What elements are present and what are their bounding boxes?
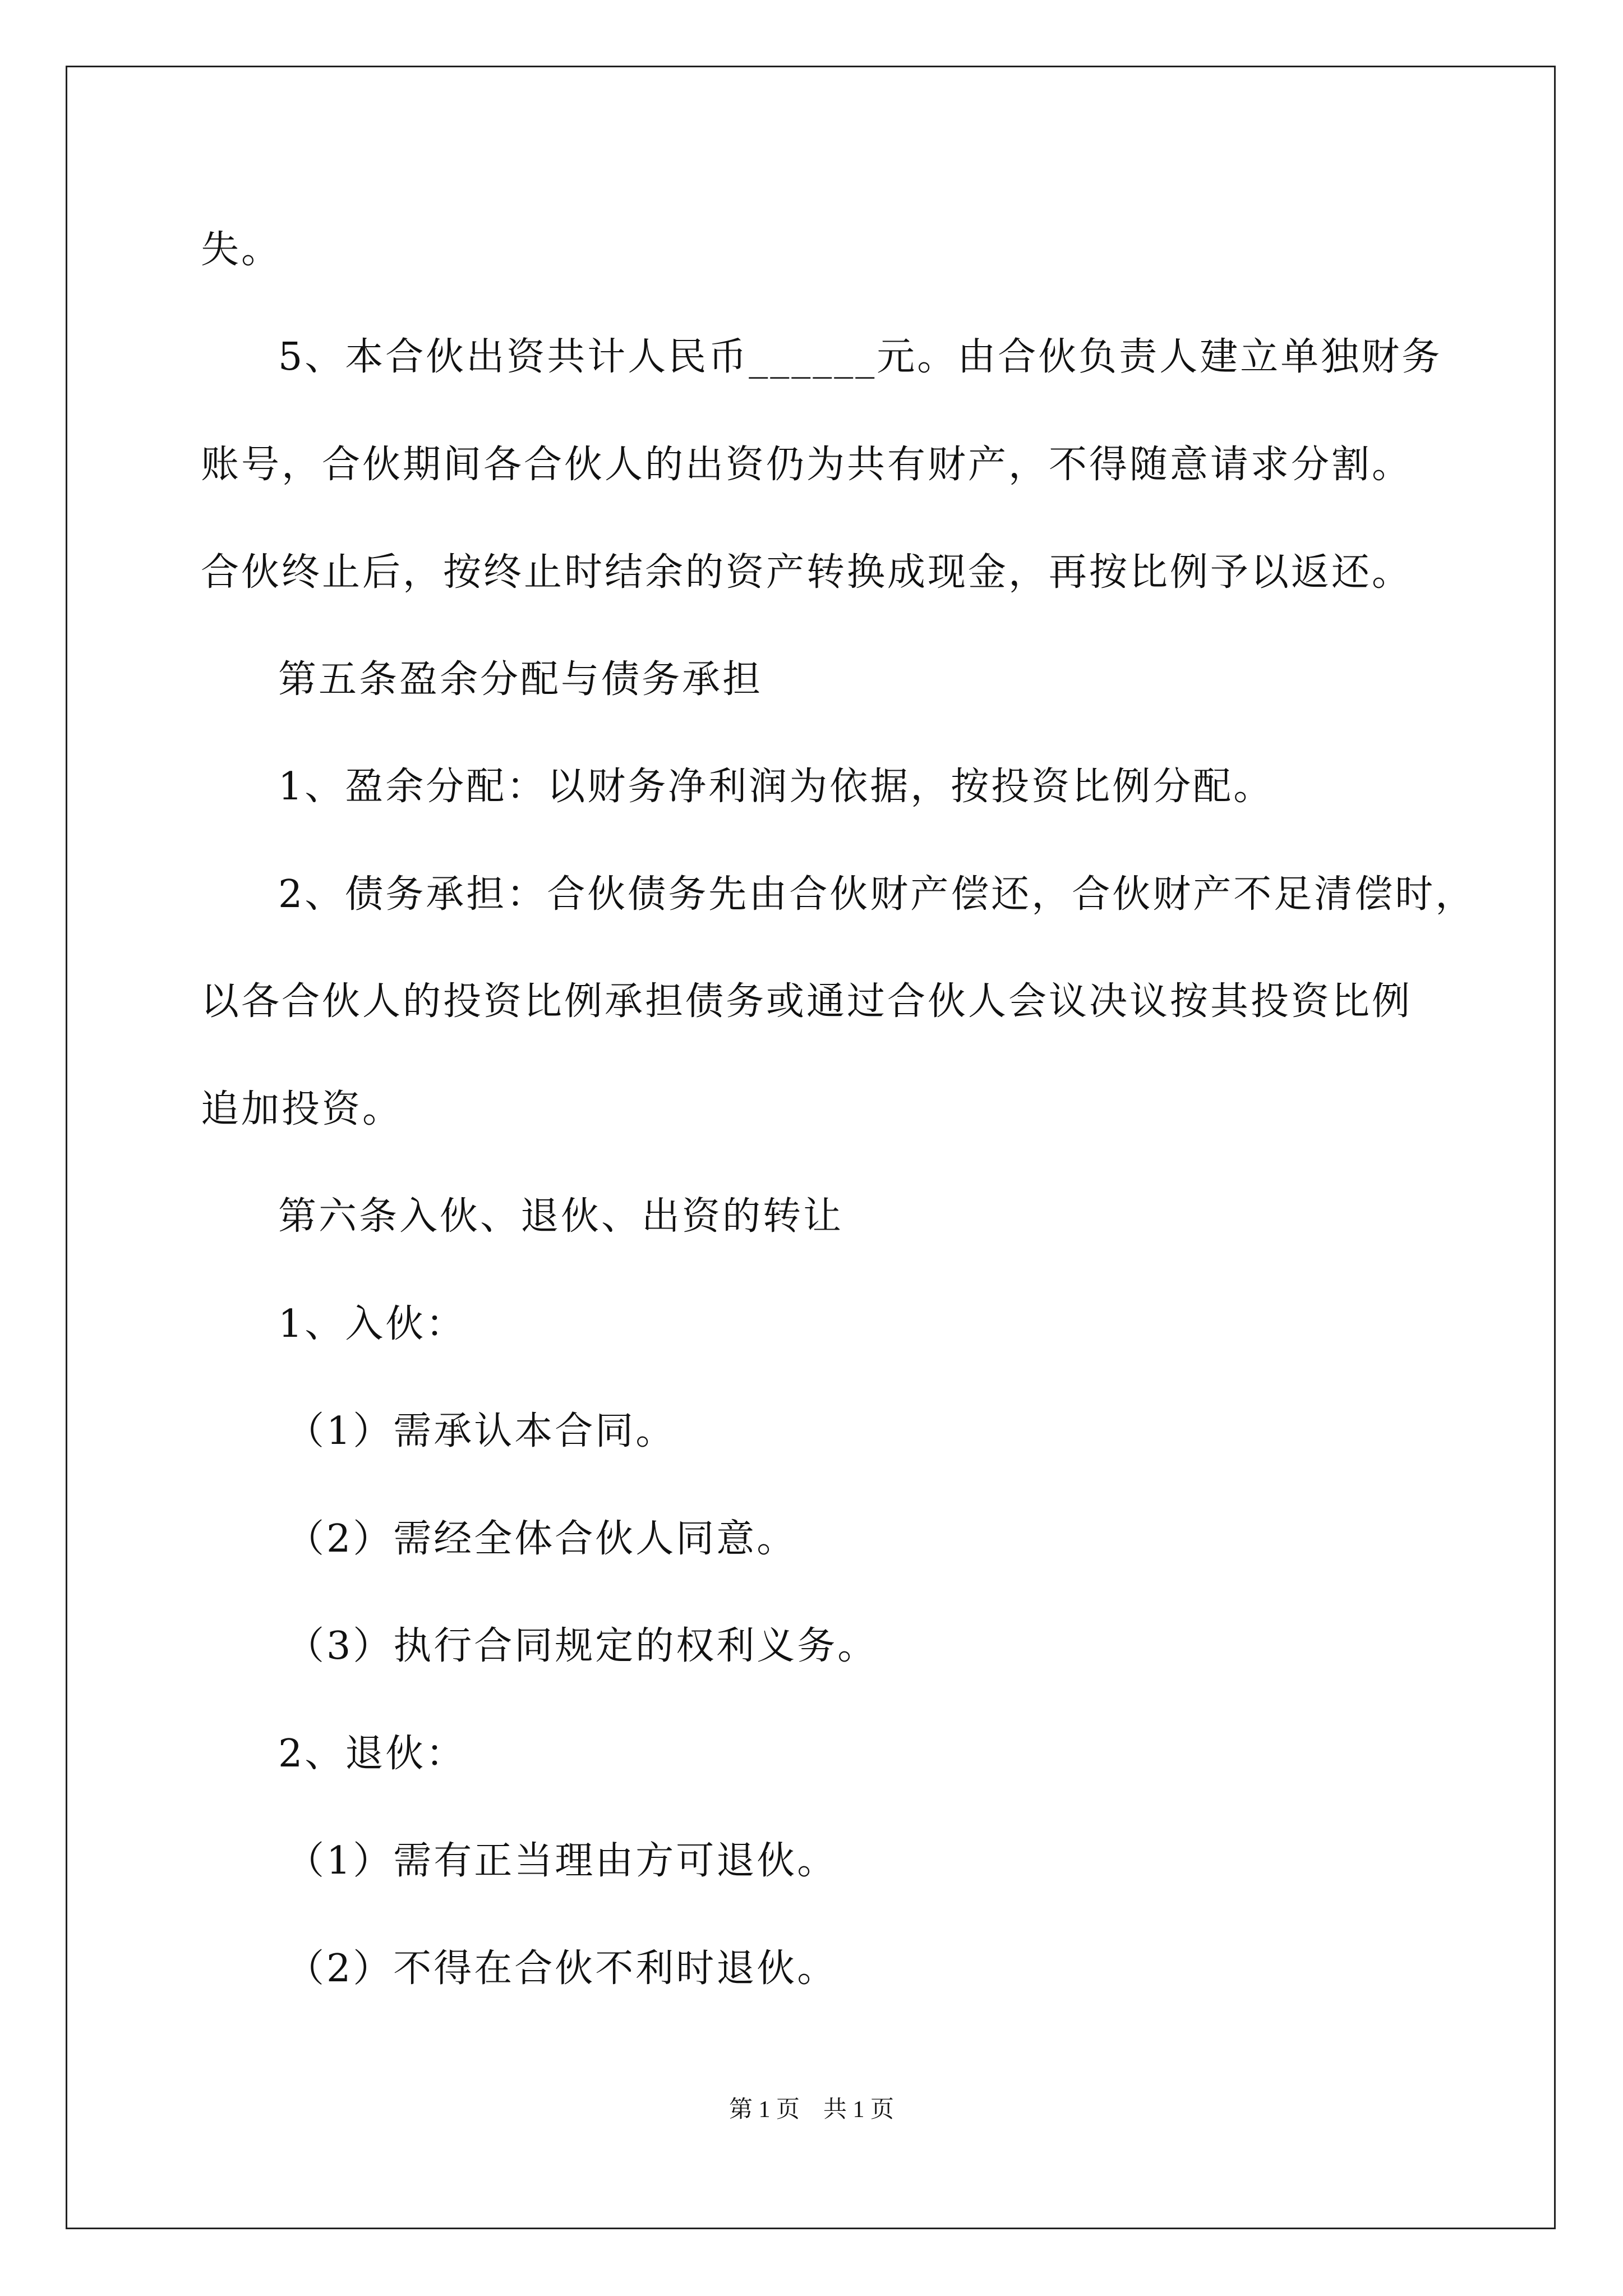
list-item: （1）需有正当理由方可退伙。 xyxy=(286,1839,838,1883)
text-line: 追加投资。 xyxy=(201,1087,403,1131)
text-line: 以各合伙人的投资比例承担债务或通过合伙人会议决议按其投资比例 xyxy=(201,979,1413,1024)
text-line: 5、本合伙出资共计人民币______元。由合伙负责人建立单独财务 xyxy=(278,335,1442,379)
text-line: 账号，合伙期间各合伙人的出资仍为共有财产，不得随意请求分割。 xyxy=(201,443,1413,487)
text-line: 2、债务承担：合伙债务先由合伙财产偿还，合伙财产不足清偿时， xyxy=(278,872,1476,917)
list-item: （1）需承认本合同。 xyxy=(286,1409,676,1453)
text-line: 失。 xyxy=(201,228,282,272)
page-frame xyxy=(66,66,1556,2229)
list-item: （2）需经全体合伙人同意。 xyxy=(286,1517,797,1561)
text-line: 合伙终止后，按终止时结余的资产转换成现金，再按比例予以返还。 xyxy=(201,550,1413,595)
text-line: 1、入伙： xyxy=(278,1302,467,1346)
list-item: （2）不得在合伙不利时退伙。 xyxy=(286,1947,838,1991)
text-line: 1、盈余分配：以财务净利润为依据，按投资比例分配。 xyxy=(278,765,1274,809)
page-number: 第 1 页 共 1 页 xyxy=(728,2097,894,2123)
section-heading: 第五条盈余分配与债务承担 xyxy=(278,657,763,702)
list-item: （3）执行合同规定的权利义务。 xyxy=(286,1624,878,1668)
section-heading: 第六条入伙、退伙、出资的转让 xyxy=(278,1194,844,1239)
text-line: 2、退伙： xyxy=(278,1732,467,1776)
